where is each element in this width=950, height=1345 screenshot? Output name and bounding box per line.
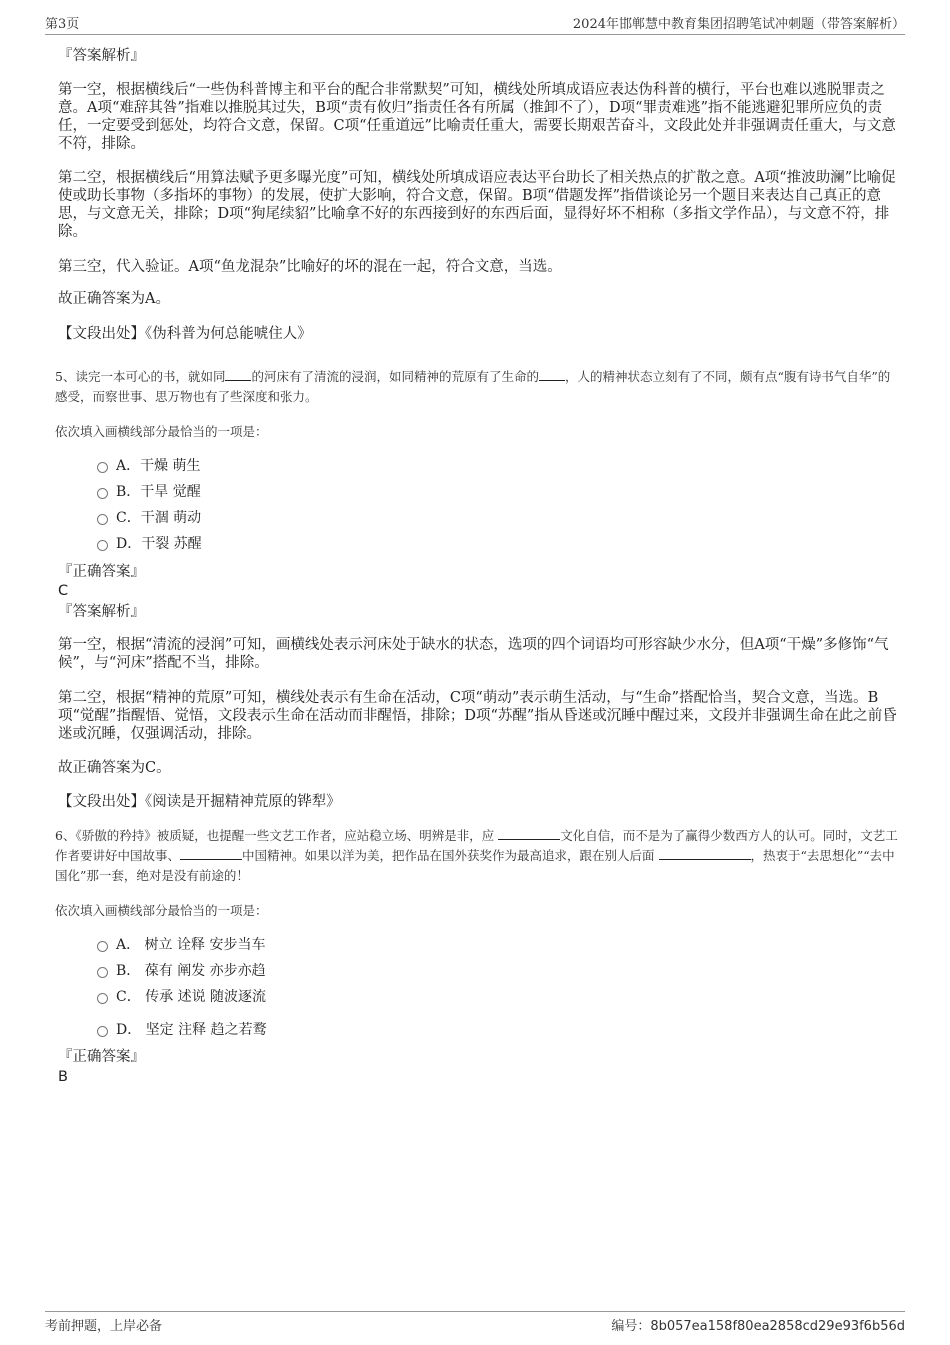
q6-stem: 6、《骄傲的矜持》被质疑，也提醒一些文艺工作者，应站稳立场、明辨是非，应 文化自信，而不是为了赢得少数西方人的认可。同时，文艺工作者要讲好中国故事、 中国精神。如果以洋为美，把作品在国外获奖作为最高追求，跟在别人后面 ，热衷于“去思想化”“去中国化”那一套，绝对是没有前途的！: [55, 828, 898, 883]
q5-conclusion: 故正确答案为C。: [58, 760, 171, 776]
radio-icon[interactable]: [97, 514, 108, 525]
q5-prompt: 依次填入画横线部分最恰当的一项是：: [55, 424, 268, 439]
q5-option-c[interactable]: C．干涸 萌动: [97, 509, 201, 527]
radio-icon[interactable]: [97, 1026, 108, 1037]
q4-source: 【文段出处】《伪科普为何总能唬住人》: [58, 326, 312, 342]
radio-icon[interactable]: [97, 941, 108, 952]
q6-option-b[interactable]: B． 葆有 阐发 亦步亦趋: [97, 962, 266, 980]
q6-answer-label: 『正确答案』: [58, 1049, 145, 1065]
q4-analysis-para1: 第一空，根据横线后“一些伪科普博主和平台的配合非常默契”可知，横线处所填成语应表达伪科普的横行，平台也难以逃脱罪责之意。A项“难辞其咎”指难以推脱其过失，B项“责有攸归”指责任各有所属（推卸不了），D项“罪责难逃”指不能逃避犯罪所应负的责任，一定要受到惩处，均符合文意，保留。C项“任重道远”比喻责任重大，需要长期艰苦奋斗，文段此处并非强调责任重大，与文意不符，排除。: [58, 82, 896, 152]
q5-source: 【文段出处】《阅读是开掘精神荒原的铧犁》: [58, 794, 341, 810]
radio-icon[interactable]: [97, 462, 108, 473]
q6-prompt: 依次填入画横线部分最恰当的一项是：: [55, 903, 268, 918]
q5-option-a[interactable]: A．干燥 萌生: [97, 457, 201, 475]
q5-answer: C: [58, 583, 69, 599]
q6-blank-1: [498, 827, 560, 840]
q6-option-d[interactable]: D． 坚定 注释 趋之若鹜: [97, 1021, 267, 1039]
radio-icon[interactable]: [97, 488, 108, 499]
q4-analysis-para3: 第三空，代入验证。A项“鱼龙混杂”比喻好的坏的混在一起，符合文意，当选。: [58, 259, 562, 275]
q5-analysis-para2: 第二空，根据“精神的荒原”可知，横线处表示有生命在活动，C项“萌动”表示萌生活动，与“生命”搭配恰当，契合文意，当选。B项“觉醒”指醒悟、觉悟，文段表示生命在活动而非醒悟，排除；D项“苏醒”指从昏迷或沉睡中醒过来，文段并非强调生命在此之前昏迷或沉睡，仅强调活动，排除。: [58, 690, 897, 742]
footer-slogan: 考前押题，上岸必备: [45, 1319, 163, 1334]
page-footer: [45, 1311, 905, 1334]
q4-analysis-para2: 第二空，根据横线后“用算法赋予更多曝光度”可知，横线处所填成语应表达平台助长了相关热点的扩散之意。A项“推波助澜”比喻促使或助长事物（多指坏的事物）的发展，使扩大影响，符合文意，保留。B项“借题发挥”指借谈论另一个题目来表达自己真正的意思，与文意无关，排除；D项“狗尾续貂”比喻拿不好的东西接到好的东西后面，显得好坏不相称（多指文学作品），与文意不符，排除。: [58, 170, 896, 240]
q4-conclusion: 故正确答案为A。: [58, 291, 170, 307]
q5-option-d[interactable]: D．干裂 苏醒: [97, 535, 202, 553]
page-number: 第3页: [45, 17, 80, 32]
q5-blank-2: [539, 368, 565, 381]
q4-analysis-label: 『答案解析』: [58, 48, 145, 64]
page-header: [45, 12, 905, 35]
q6-blank-3: [659, 847, 751, 860]
q5-stem: 5、读完一本可心的书，就如同 的河床有了清流的浸润，如同精神的荒原有了生命的 ，人的精神状态立刻有了不同，颇有点“腹有诗书气自华”的感受，而察世事、思万物也有了些深度和张力。: [55, 369, 891, 404]
radio-icon[interactable]: [97, 540, 108, 551]
radio-icon[interactable]: [97, 993, 108, 1004]
q5-analysis-para1: 第一空，根据“清流的浸润”可知，画横线处表示河床处于缺水的状态，选项的四个词语均可形容缺少水分，但A项“干燥”多修饰“气候”，与“河床”搭配不当，排除。: [58, 637, 889, 671]
q5-analysis-label: 『答案解析』: [58, 604, 145, 620]
q5-blank-1: [225, 368, 251, 381]
q6-option-a[interactable]: A． 树立 诠释 安步当车: [97, 936, 265, 954]
footer-code: 编号：8b057ea158f80ea2858cd29e93f6b56d: [611, 1319, 905, 1334]
q5-answer-label: 『正确答案』: [58, 564, 145, 580]
q6-option-c[interactable]: C． 传承 述说 随波逐流: [97, 988, 266, 1006]
q6-blank-2: [180, 847, 242, 860]
radio-icon[interactable]: [97, 967, 108, 978]
document-title: 2024年邯郸慧中教育集团招聘笔试冲刺题（带答案解析）: [572, 17, 905, 32]
q6-answer: B: [58, 1069, 68, 1085]
q5-option-b[interactable]: B．干旱 觉醒: [97, 483, 201, 501]
